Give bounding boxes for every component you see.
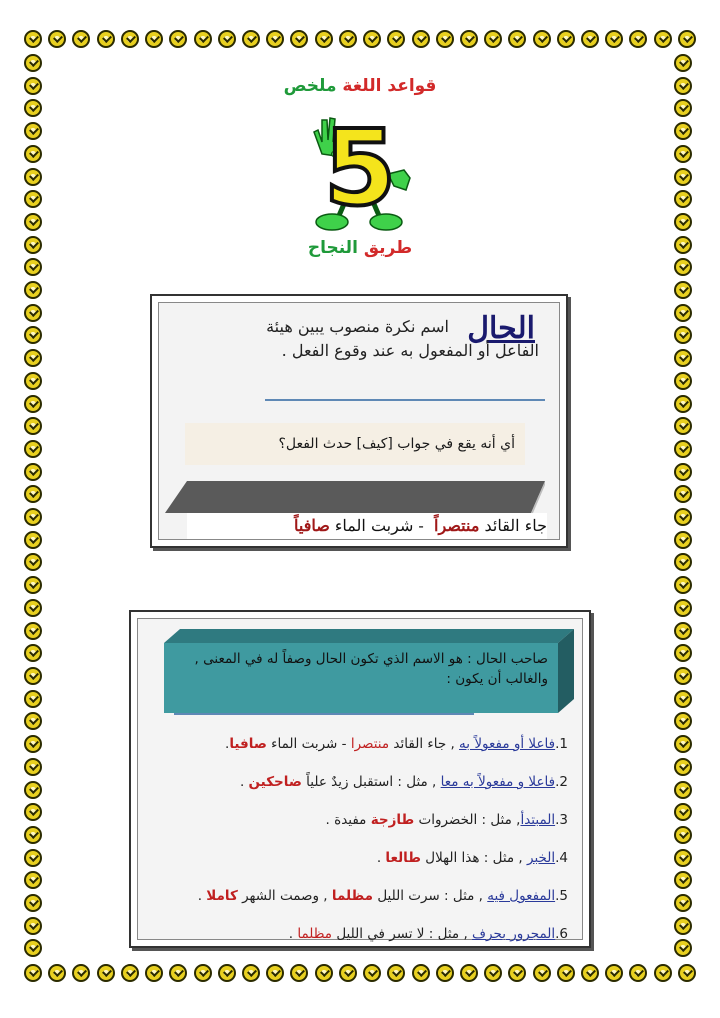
border-ring-icon [242, 30, 260, 48]
border-ring-icon [24, 803, 42, 821]
hal-card-inner [158, 302, 560, 540]
border-ring-icon [674, 190, 692, 208]
border-ring-icon [24, 917, 42, 935]
border-ring-icon [674, 258, 692, 276]
example-a-hal: منتصراً [434, 516, 480, 535]
border-ring-icon [194, 964, 212, 982]
border-top [24, 30, 696, 52]
border-ring-icon [674, 440, 692, 458]
border-ring-icon [674, 894, 692, 912]
definition-line-2: الفاعل أو المفعول به عند وقوع الفعل . [281, 341, 539, 360]
border-ring-icon [460, 964, 478, 982]
item-term: الخبر [527, 850, 556, 866]
border-ring-icon [674, 281, 692, 299]
border-ring-icon [674, 712, 692, 730]
border-ring-icon [24, 463, 42, 481]
border-ring-icon [24, 894, 42, 912]
border-ring-icon [24, 99, 42, 117]
border-ring-icon [674, 758, 692, 776]
border-ring-icon [557, 964, 575, 982]
border-ring-icon [24, 553, 42, 571]
item-hal-2: كاملا [206, 888, 238, 904]
border-ring-icon [24, 964, 42, 982]
border-ring-icon [436, 964, 454, 982]
border-ring-icon [412, 30, 430, 48]
border-ring-icon [97, 964, 115, 982]
border-ring-icon [169, 30, 187, 48]
border-ring-icon [24, 531, 42, 549]
border-ring-icon [24, 349, 42, 367]
divider-line [265, 399, 545, 401]
border-ring-icon [48, 964, 66, 982]
subtitle-part-1: طريق [363, 238, 413, 258]
border-ring-icon [72, 964, 90, 982]
border-ring-icon [557, 30, 575, 48]
hal-definition [179, 315, 539, 363]
border-ring-icon [508, 30, 526, 48]
page-subtitle [0, 238, 720, 258]
hal-definition-card [150, 294, 568, 548]
border-ring-icon [24, 667, 42, 685]
item-term: المفعول فيه [487, 888, 556, 904]
list-item [148, 845, 568, 883]
border-ring-icon [460, 30, 478, 48]
border-ring-icon [24, 599, 42, 617]
border-ring-icon [484, 30, 502, 48]
border-ring-icon [24, 622, 42, 640]
border-ring-icon [363, 30, 381, 48]
border-ring-icon [24, 440, 42, 458]
border-ring-icon [24, 758, 42, 776]
border-ring-icon [674, 531, 692, 549]
border-ring-icon [674, 622, 692, 640]
border-ring-icon [674, 145, 692, 163]
hal-owner-card [129, 610, 591, 948]
divider-line-2 [174, 713, 474, 715]
border-ring-icon [97, 30, 115, 48]
list-item [148, 807, 568, 845]
border-ring-icon [24, 122, 42, 140]
border-ring-icon [24, 168, 42, 186]
list-item [148, 731, 568, 769]
border-ring-icon [24, 190, 42, 208]
border-ring-icon [484, 964, 502, 982]
border-ring-icon [290, 964, 308, 982]
item-number: 3. [555, 812, 568, 828]
item-hal: طالعا [385, 850, 421, 866]
border-ring-icon [169, 964, 187, 982]
border-ring-icon [121, 964, 139, 982]
title-part-1: ملخص [283, 76, 337, 96]
border-ring-icon [674, 213, 692, 231]
example-separator: - شربت الماء [334, 516, 424, 535]
border-ring-icon [674, 349, 692, 367]
border-ring-icon [674, 417, 692, 435]
border-ring-icon [674, 304, 692, 322]
border-ring-icon [387, 964, 405, 982]
border-ring-icon [581, 964, 599, 982]
border-ring-icon [674, 781, 692, 799]
border-ring-icon [290, 30, 308, 48]
border-ring-icon [387, 30, 405, 48]
item-hal: ضاحكين [248, 774, 302, 790]
owner-intro: صاحب الحال : هو الاسم الذي تكون الحال وصفاً له في المعنى , والغالب أن يكون : [194, 651, 548, 687]
border-ring-icon [674, 54, 692, 72]
border-right [674, 54, 696, 958]
definition-line-1: اسم نكرة منصوب يبين هيئة [266, 317, 449, 336]
border-ring-icon [24, 576, 42, 594]
border-ring-icon [674, 576, 692, 594]
border-ring-icon [24, 372, 42, 390]
border-ring-icon [24, 939, 42, 957]
border-left [24, 54, 46, 958]
item-term: فاعلا و مفعولاً به معا [440, 774, 556, 790]
border-ring-icon [674, 395, 692, 413]
border-ring-icon [654, 30, 672, 48]
border-ring-icon [72, 30, 90, 48]
border-ring-icon [533, 30, 551, 48]
border-ring-icon [24, 485, 42, 503]
item-end: . [225, 736, 230, 752]
border-ring-icon [674, 917, 692, 935]
border-ring-icon [145, 964, 163, 982]
border-ring-icon [242, 964, 260, 982]
item-hal: طازجة [370, 812, 415, 828]
border-ring-icon [24, 644, 42, 662]
item-number: 1. [555, 736, 568, 752]
border-ring-icon [674, 803, 692, 821]
border-ring-icon [24, 395, 42, 413]
border-ring-icon [315, 964, 333, 982]
page-title [0, 76, 720, 96]
border-ring-icon [678, 30, 696, 48]
border-ring-icon [674, 508, 692, 526]
border-ring-icon [24, 304, 42, 322]
border-ring-icon [24, 54, 42, 72]
border-ring-icon [412, 964, 430, 982]
border-ring-icon [24, 781, 42, 799]
item-hal-2: صافيا [229, 736, 267, 752]
border-ring-icon [674, 168, 692, 186]
item-term: المبتدأ [520, 812, 556, 828]
border-ring-icon [674, 667, 692, 685]
border-ring-icon [508, 964, 526, 982]
item-number: 4. [555, 850, 568, 866]
border-ring-icon [24, 690, 42, 708]
border-ring-icon [24, 258, 42, 276]
border-ring-icon [436, 30, 454, 48]
border-ring-icon [678, 964, 696, 982]
example-b-hal: صافياً [293, 516, 330, 535]
item-end: . [325, 812, 335, 828]
hal-example [187, 513, 547, 539]
item-number: 2. [555, 774, 568, 790]
item-text: , مثل : الخضروات [414, 812, 521, 828]
border-ring-icon [24, 735, 42, 753]
item-text: , مثل : سرت الليل [373, 888, 488, 904]
owner-card-inner [137, 618, 583, 940]
border-ring-icon [121, 30, 139, 48]
item-mid: , وصمت الشهر [237, 888, 332, 904]
border-ring-icon [339, 30, 357, 48]
list-item [148, 883, 568, 921]
list-item [148, 769, 568, 807]
border-ring-icon [674, 939, 692, 957]
border-ring-icon [533, 964, 551, 982]
number-five-mascot-icon [300, 104, 420, 234]
item-number: 6. [555, 926, 568, 942]
owner-list [148, 731, 568, 959]
border-ring-icon [629, 30, 647, 48]
border-ring-icon [266, 964, 284, 982]
border-ring-icon [194, 30, 212, 48]
border-ring-icon [339, 964, 357, 982]
item-term: فاعلا أو مفعولاً به [459, 736, 556, 752]
border-ring-icon [266, 30, 284, 48]
border-ring-icon [363, 964, 381, 982]
border-ring-icon [674, 326, 692, 344]
item-text: , جاء القائد [389, 736, 460, 752]
border-ring-icon [24, 145, 42, 163]
title-part-2: قواعد اللغة [342, 76, 437, 96]
border-ring-icon [218, 30, 236, 48]
border-ring-icon [605, 30, 623, 48]
item-end: . [288, 926, 298, 942]
border-ring-icon [315, 30, 333, 48]
border-ring-icon [145, 30, 163, 48]
border-ring-icon [24, 213, 42, 231]
slab-decoration [165, 481, 545, 513]
item-text: , مثل : هذا الهلال [420, 850, 527, 866]
border-ring-icon [674, 826, 692, 844]
item-text: , مثل : استقبل زيدٌ علياً [301, 774, 441, 790]
border-ring-icon [24, 30, 42, 48]
border-ring-icon [674, 122, 692, 140]
item-end: . [197, 888, 207, 904]
item-number: 5. [555, 888, 568, 904]
border-ring-icon [24, 281, 42, 299]
border-ring-icon [24, 712, 42, 730]
item-mid: - شربت الماء [266, 736, 351, 752]
item-text: , مثل : لا تسر في الليل [332, 926, 473, 942]
subtitle-part-2: النجاح [307, 238, 358, 258]
border-ring-icon [674, 644, 692, 662]
border-ring-icon [218, 964, 236, 982]
item-hal: منتصرا [350, 736, 390, 752]
border-ring-icon [674, 849, 692, 867]
border-ring-icon [674, 99, 692, 117]
border-ring-icon [24, 417, 42, 435]
border-ring-icon [24, 871, 42, 889]
border-ring-icon [674, 871, 692, 889]
item-end: . [376, 850, 386, 866]
border-ring-icon [24, 849, 42, 867]
item-end: . [239, 774, 249, 790]
item-hal: مظلما [297, 926, 333, 942]
list-item [148, 921, 568, 959]
border-ring-icon [674, 372, 692, 390]
border-ring-icon [24, 326, 42, 344]
border-ring-icon [674, 463, 692, 481]
border-ring-icon [674, 485, 692, 503]
border-ring-icon [48, 30, 66, 48]
example-a-pre: جاء القائد [484, 516, 547, 535]
border-ring-icon [674, 599, 692, 617]
item-mid: مفيدة [334, 812, 371, 828]
hal-question: أي أنه يقع في جواب [كيف] حدث الفعل؟ [185, 423, 525, 465]
border-ring-icon [629, 964, 647, 982]
border-ring-icon [654, 964, 672, 982]
hal-heading: الحال [467, 311, 535, 346]
border-ring-icon [581, 30, 599, 48]
border-ring-icon [674, 553, 692, 571]
border-ring-icon [24, 826, 42, 844]
logo-number: 5 [323, 107, 397, 229]
item-term: المجرور بحرف [472, 926, 556, 942]
item-hal: مظلما [331, 888, 374, 904]
border-ring-icon [24, 508, 42, 526]
border-ring-icon [674, 735, 692, 753]
border-bottom [24, 964, 696, 986]
border-ring-icon [674, 690, 692, 708]
border-ring-icon [605, 964, 623, 982]
